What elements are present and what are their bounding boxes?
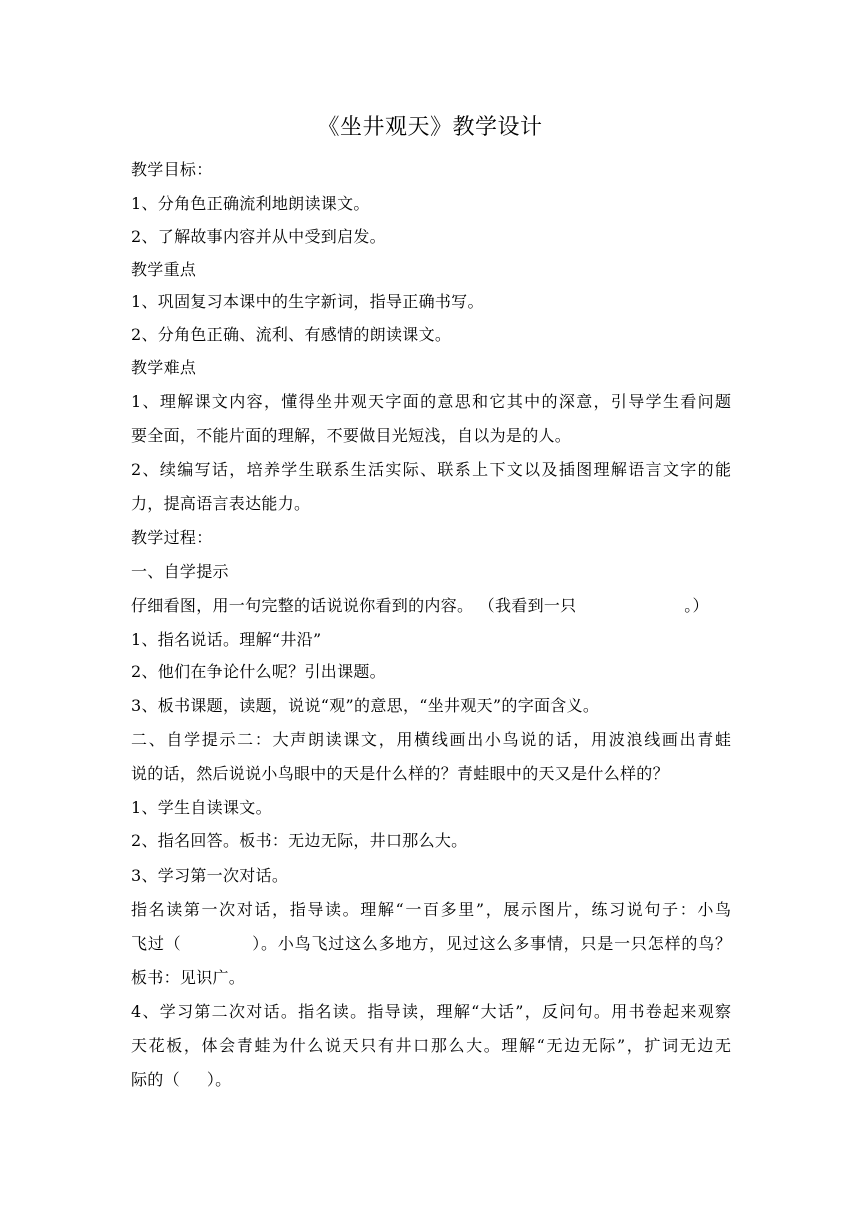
text-line: 力，提高语言表达能力。 [131,494,311,513]
text-line: 教学难点 [131,358,197,377]
document-title: 《坐井观天》教学设计 [317,115,543,140]
text-line: 天花板，体会青蛙为什么说天只有井口那么大。理解“无边无际”，扩词无边无 [131,1036,731,1055]
text-line: 一、自学提示 [131,562,229,581]
text-line: 2、了解故事内容并从中受到启发。 [131,227,386,246]
text-line: 指名读第一次对话，指导读。理解“一百多里”，展示图片，练习说句子：小鸟 [131,900,731,919]
text-line: 2、他们在争论什么呢？引出课题。 [131,662,386,681]
text-line: 二、自学提示二：大声朗读课文，用横线画出小鸟说的话，用波浪线画出青蛙 [131,730,731,749]
text-line: 教学目标： [131,160,213,179]
text-line: 1、学生自读课文。 [131,798,272,817]
text-line: 1、指名说话。理解“井沿” [131,630,322,649]
text-line: 飞过（ ）。小鸟飞过这么多地方，见过这么多事情，只是一只怎样的鸟？ [131,934,731,953]
text-line: 2、分角色正确、流利、有感情的朗读课文。 [131,325,452,344]
text-line: 1、巩固复习本课中的生字新词，指导正确书写。 [131,292,484,311]
text-line: 际的（ ）。 [131,1070,232,1089]
text-line: 说的话，然后说说小鸟眼中的天是什么样的？青蛙眼中的天又是什么样的？ [131,764,669,783]
text-line: 1、理解课文内容，懂得坐井观天字面的意思和它其中的深意，引导学生看问题 [131,392,731,411]
text-line: 教学重点 [131,260,197,279]
text-line: 3、板书课题，读题，说说“观”的意思，“坐井观天”的字面含义。 [131,696,600,715]
text-line: 3、学习第一次对话。 [131,866,289,885]
text-line: 教学过程： [131,528,213,547]
text-line: 1、分角色正确流利地朗读课文。 [131,194,370,213]
text-line: 要全面，不能片面的理解，不要做目光短浅，自以为是的人。 [131,426,572,445]
text-line: 2、续编写话，培养学生联系生活实际、联系上下文以及插图理解语言文字的能 [131,460,731,479]
text-line: 板书：见识广。 [131,968,246,987]
text-line: 4、学习第二次对话。指名读。指导读，理解“大话”，反问句。用书卷起来观察 [131,1002,731,1021]
text-line: 仔细看图，用一句完整的话说说你看到的内容。 （我看到一只 。） [131,596,709,615]
text-line: 2、指名回答。板书：无边无际，井口那么大。 [131,831,468,850]
